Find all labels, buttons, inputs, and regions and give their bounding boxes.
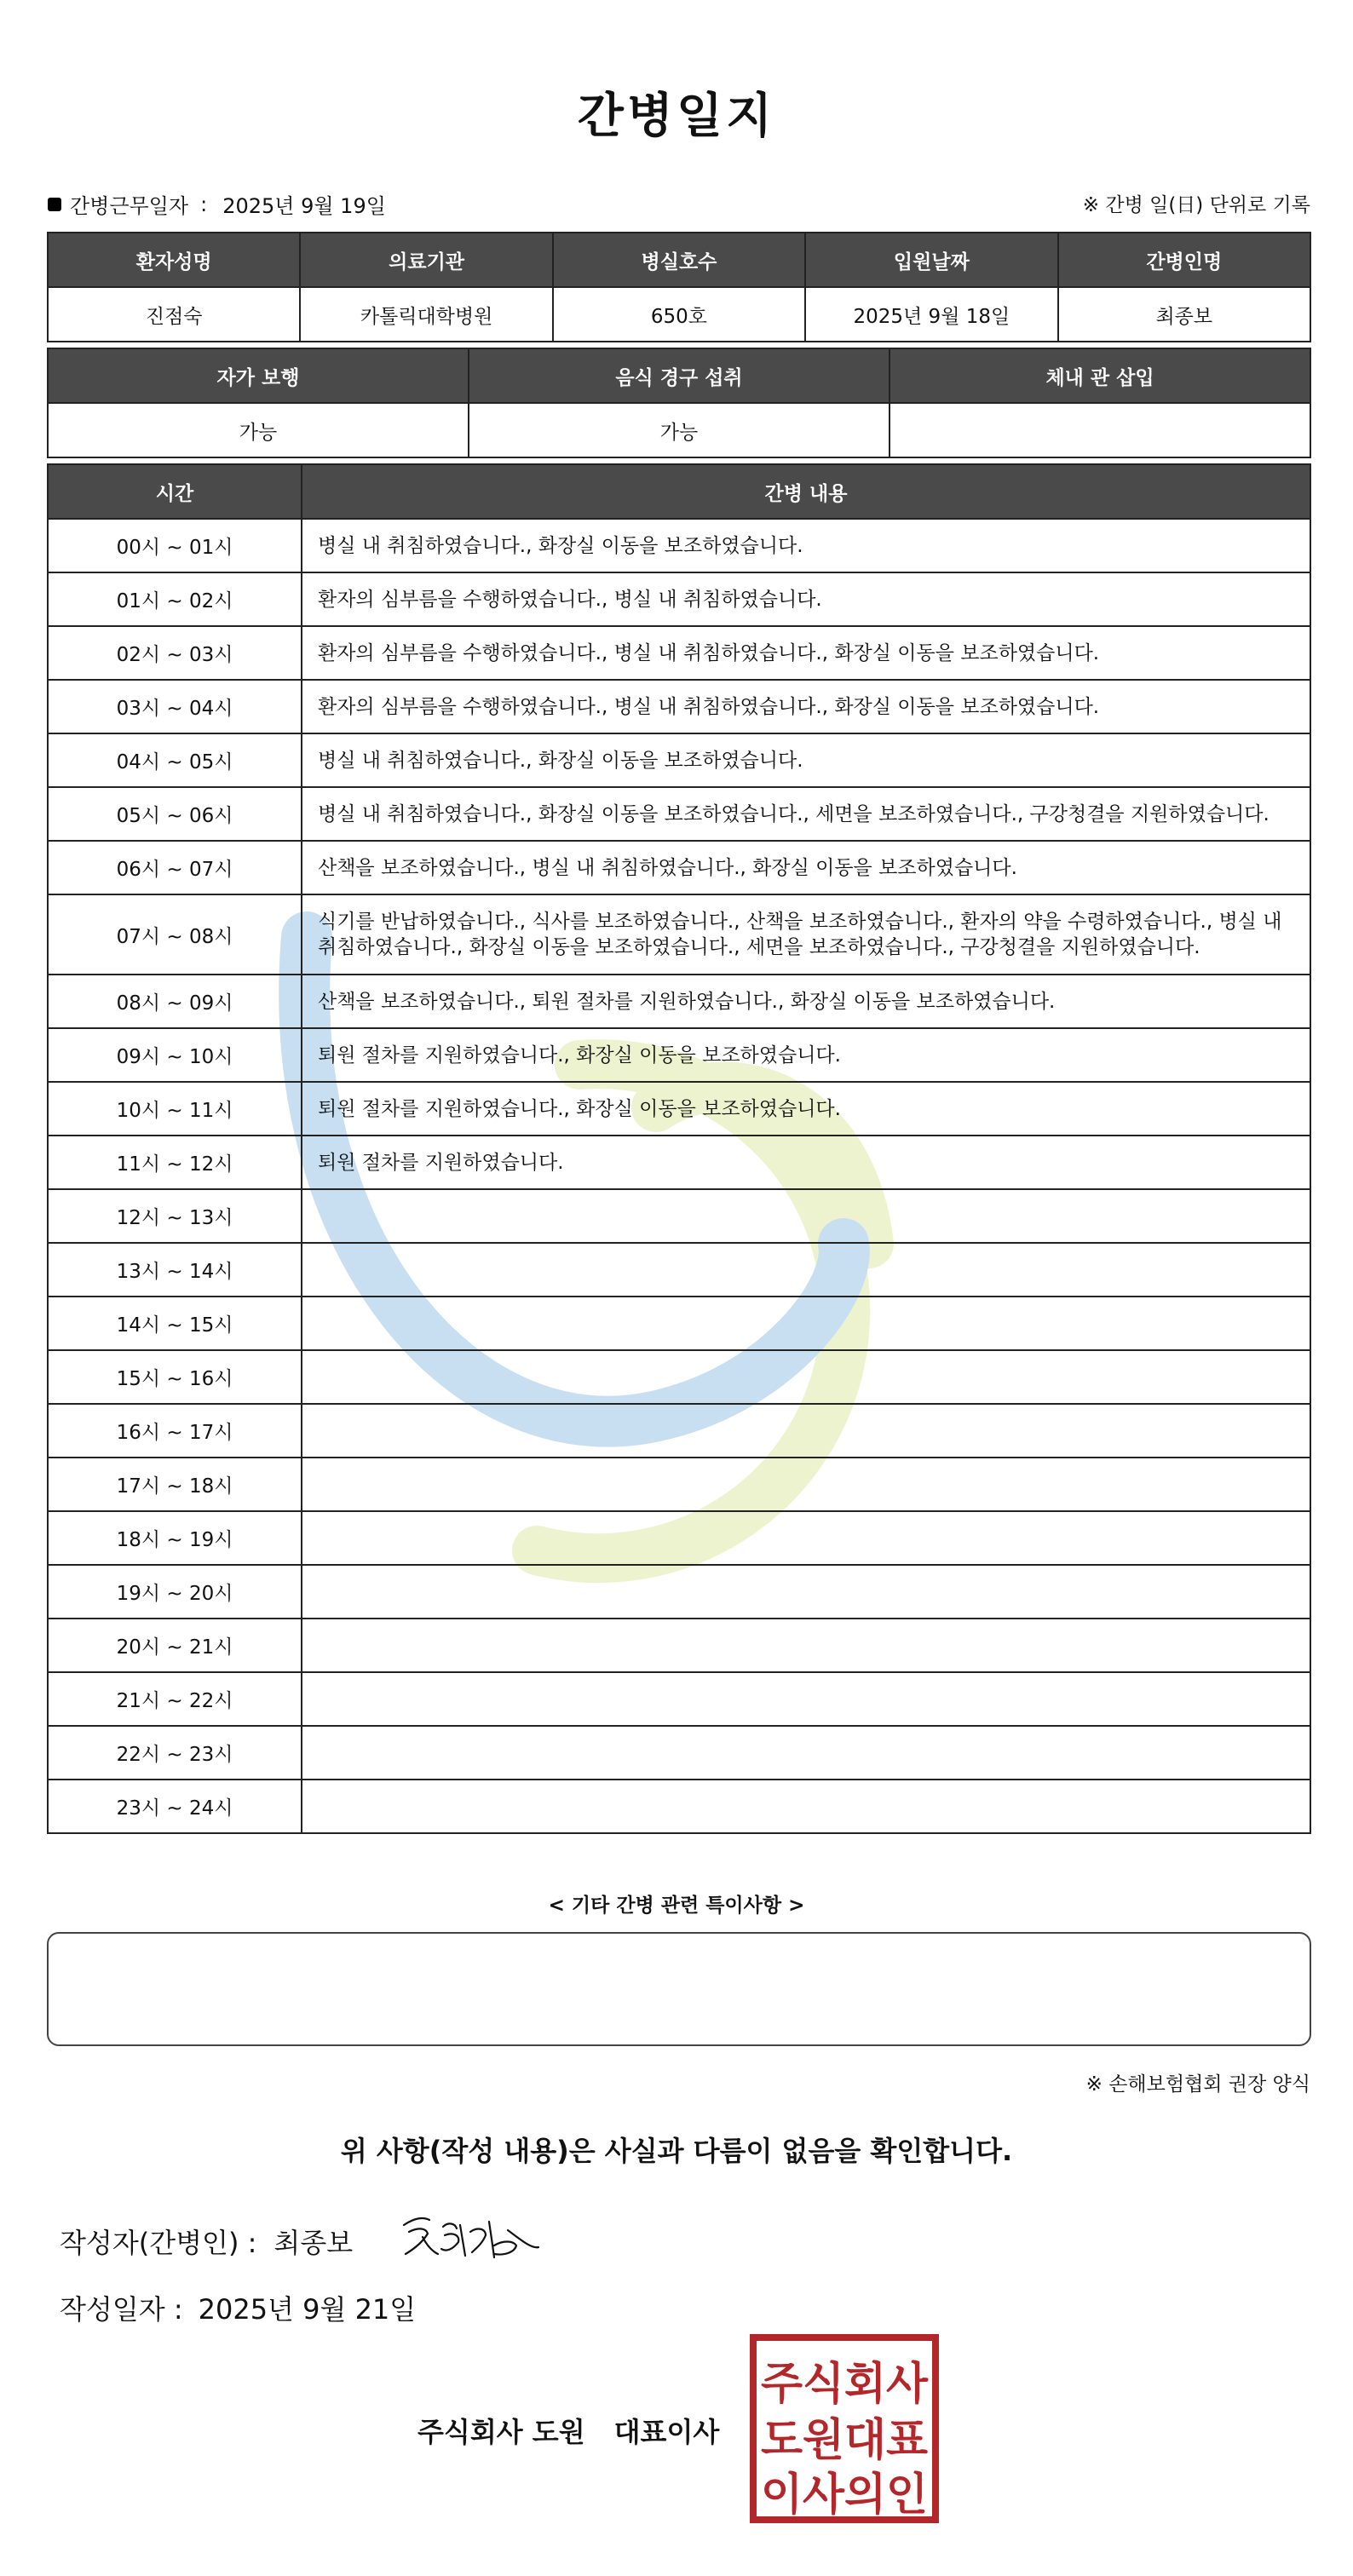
form-source-note: ※ 손해보험협회 권장 양식: [1085, 2073, 1310, 2096]
tube-insertion-value: [890, 403, 1310, 457]
table-row: [48, 894, 1310, 975]
time-cell: 17시 ~ 18시: [48, 1458, 302, 1511]
content-cell: 퇴원 절차를 지원하였습니다., 화장실 이동을 보조하였습니다.: [302, 1028, 1310, 1082]
table-row: [48, 1404, 1310, 1458]
time-cell: 03시 ~ 04시: [48, 680, 302, 733]
content-cell: [302, 1243, 1310, 1297]
room-number: 650호: [553, 287, 805, 342]
time-cell: 04시 ~ 05시: [48, 733, 302, 787]
time-cell: 20시 ~ 21시: [48, 1619, 302, 1672]
company-name: 주식회사 도원: [417, 2416, 585, 2448]
writer-label: 작성자(간병인) :: [60, 2227, 257, 2259]
table-row: [48, 1082, 1310, 1136]
content-cell: [302, 1189, 1310, 1243]
time-cell: 02시 ~ 03시: [48, 626, 302, 680]
table-row: [48, 1243, 1310, 1297]
table-row: [48, 1619, 1310, 1672]
work-date-line: [48, 189, 386, 219]
table-row: [48, 1350, 1310, 1404]
content-cell: 환자의 심부름을 수행하였습니다., 병실 내 취침하였습니다., 화장실 이동을 보조하였습니다.: [302, 680, 1310, 733]
time-cell: 12시 ~ 13시: [48, 1189, 302, 1243]
seal-text-line-3: 이사의인: [761, 2470, 928, 2521]
caregiver-name: 최종보: [1058, 287, 1310, 342]
care-log-header-row: [48, 464, 1310, 519]
content-cell: 산책을 보조하였습니다., 퇴원 절차를 지원하였습니다., 화장실 이동을 보조하였습니다.: [302, 975, 1310, 1028]
patient-info-value-row: [48, 287, 1310, 342]
oral-intake-value: 가능: [469, 403, 890, 457]
document-title: 간병일지: [577, 89, 776, 144]
work-date-label: 간병근무일자: [70, 194, 189, 218]
table-row: [48, 1780, 1310, 1833]
patient-name: 진점숙: [48, 287, 300, 342]
content-cell: 병실 내 취침하였습니다., 화장실 이동을 보조하였습니다., 세면을 보조하였습니다., 구강청결을 지원하였습니다.: [302, 787, 1310, 841]
writer-line: [60, 2222, 353, 2261]
time-cell: 18시 ~ 19시: [48, 1511, 302, 1565]
table-row: [48, 1672, 1310, 1726]
handwritten-signature: [397, 2206, 542, 2266]
content-cell: [302, 1511, 1310, 1565]
special-notes-box: [47, 1932, 1311, 2046]
company-representative-title: 대표이사: [613, 2416, 720, 2448]
special-notes-title: < 기타 간병 관련 특이사항 >: [548, 1895, 805, 1917]
time-cell: 11시 ~ 12시: [48, 1136, 302, 1189]
table-row: [48, 680, 1310, 733]
time-cell: 23시 ~ 24시: [48, 1780, 302, 1833]
content-cell: [302, 1780, 1310, 1833]
header-admission-date: 입원날짜: [805, 233, 1057, 287]
header-tube-insertion: 체내 관 삽입: [890, 348, 1310, 403]
content-cell: [302, 1619, 1310, 1672]
institution: 카톨릭대학병원: [300, 287, 552, 342]
patient-status-value-row: [48, 403, 1310, 457]
header-care-content: 간병 내용: [302, 464, 1310, 519]
header-patient-name: 환자성명: [48, 233, 300, 287]
time-cell: 09시 ~ 10시: [48, 1028, 302, 1082]
written-date-line: [60, 2288, 416, 2327]
table-row: [48, 1511, 1310, 1565]
table-row: [48, 626, 1310, 680]
time-cell: 21시 ~ 22시: [48, 1672, 302, 1726]
header-time: 시간: [48, 464, 302, 519]
time-cell: 00시 ~ 01시: [48, 519, 302, 572]
time-cell: 08시 ~ 09시: [48, 975, 302, 1028]
work-date-separator: :: [200, 192, 208, 216]
table-row: [48, 975, 1310, 1028]
record-unit-note: ※ 간병 일(日) 단위로 기록: [1082, 194, 1310, 216]
content-cell: 산책을 보조하였습니다., 병실 내 취침하였습니다., 화장실 이동을 보조하였습니다.: [302, 841, 1310, 894]
care-log-table: [47, 463, 1311, 1834]
table-row: [48, 572, 1310, 626]
content-cell: [302, 1297, 1310, 1350]
work-date-value: 2025년 9월 19일: [222, 194, 386, 218]
content-cell: 환자의 심부름을 수행하였습니다., 병실 내 취침하였습니다.: [302, 572, 1310, 626]
table-row: [48, 1028, 1310, 1082]
content-cell: [302, 1404, 1310, 1458]
content-cell: 퇴원 절차를 지원하였습니다.: [302, 1136, 1310, 1189]
time-cell: 10시 ~ 11시: [48, 1082, 302, 1136]
time-cell: 07시 ~ 08시: [48, 894, 302, 975]
time-cell: 15시 ~ 16시: [48, 1350, 302, 1404]
table-row: [48, 1189, 1310, 1243]
seal-text-line-2: 도원대표: [761, 2415, 928, 2466]
table-row: [48, 733, 1310, 787]
content-cell: 식기를 반납하였습니다., 식사를 보조하였습니다., 산책을 보조하였습니다., 환자의 약을 수령하였습니다., 병실 내 취침하였습니다., 화장실 이동을 보조하였습니다., 세면을 보조하였습니다., 구강청결을 지원하였습니다.: [302, 894, 1310, 975]
writer-name: 최종보: [273, 2227, 354, 2259]
patient-status-table: [47, 348, 1311, 458]
table-row: [48, 787, 1310, 841]
square-bullet-icon: [48, 198, 61, 211]
header-institution: 의료기관: [300, 233, 552, 287]
time-cell: 13시 ~ 14시: [48, 1243, 302, 1297]
table-row: [48, 1136, 1310, 1189]
header-room-number: 병실호수: [553, 233, 805, 287]
table-row: [48, 1565, 1310, 1619]
time-cell: 01시 ~ 02시: [48, 572, 302, 626]
content-cell: 병실 내 취침하였습니다., 화장실 이동을 보조하였습니다.: [302, 519, 1310, 572]
admission-date: 2025년 9월 18일: [805, 287, 1057, 342]
content-cell: [302, 1726, 1310, 1780]
patient-info-header-row: [48, 233, 1310, 287]
time-cell: 19시 ~ 20시: [48, 1565, 302, 1619]
patient-status-header-row: [48, 348, 1310, 403]
company-seal-stamp: [748, 2332, 941, 2525]
self-walking-value: 가능: [48, 403, 469, 457]
content-cell: [302, 1565, 1310, 1619]
time-cell: 16시 ~ 17시: [48, 1404, 302, 1458]
table-row: [48, 1458, 1310, 1511]
content-cell: 병실 내 취침하였습니다., 화장실 이동을 보조하였습니다.: [302, 733, 1310, 787]
time-cell: 06시 ~ 07시: [48, 841, 302, 894]
confirmation-statement: 위 사항(작성 내용)은 사실과 다름이 없음을 확인합니다.: [340, 2135, 1013, 2167]
header-self-walking: 자가 보행: [48, 348, 469, 403]
header-caregiver-name: 간병인명: [1058, 233, 1310, 287]
seal-text-line-1: 주식회사: [761, 2359, 929, 2410]
content-cell: [302, 1350, 1310, 1404]
written-date-label: 작성일자 :: [60, 2293, 183, 2326]
written-date-value: 2025년 9월 21일: [198, 2293, 417, 2326]
time-cell: 05시 ~ 06시: [48, 787, 302, 841]
content-cell: [302, 1672, 1310, 1726]
content-cell: [302, 1458, 1310, 1511]
table-row: [48, 1297, 1310, 1350]
table-row: [48, 841, 1310, 894]
time-cell: 14시 ~ 15시: [48, 1297, 302, 1350]
content-cell: 퇴원 절차를 지원하였습니다., 화장실 이동을 보조하였습니다.: [302, 1082, 1310, 1136]
time-cell: 22시 ~ 23시: [48, 1726, 302, 1780]
table-row: [48, 1726, 1310, 1780]
company-signature-line: [417, 2411, 719, 2450]
table-row: [48, 519, 1310, 572]
patient-info-table: [47, 232, 1311, 342]
content-cell: 환자의 심부름을 수행하였습니다., 병실 내 취침하였습니다., 화장실 이동을 보조하였습니다.: [302, 626, 1310, 680]
header-oral-intake: 음식 경구 섭취: [469, 348, 890, 403]
